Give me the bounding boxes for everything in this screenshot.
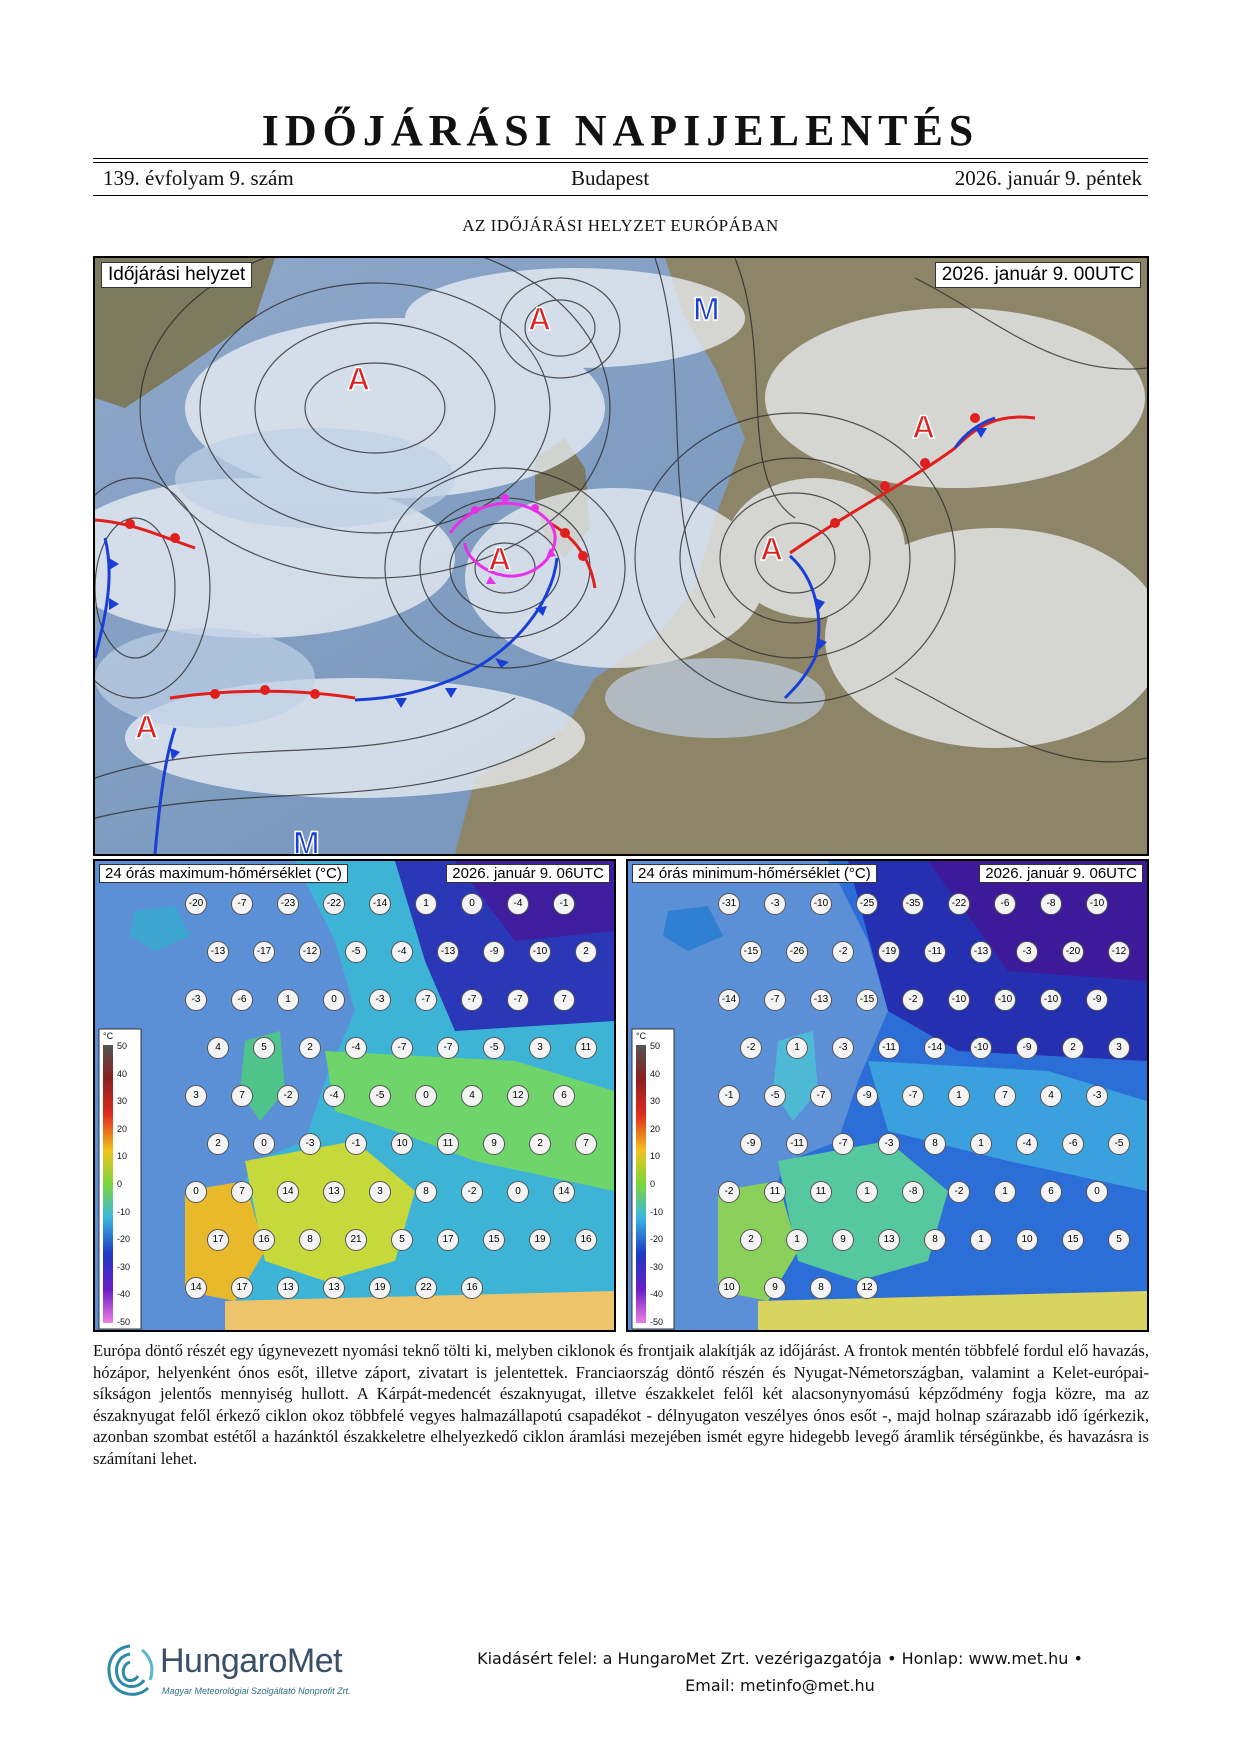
station-temperature: 15	[1062, 1229, 1084, 1251]
station-temperature: 0	[1086, 1181, 1108, 1203]
station-temperature: -5	[369, 1085, 391, 1107]
legend-tick-label: 40	[650, 1068, 661, 1079]
station-temperature: 1	[415, 893, 437, 915]
high-pressure-symbol: M	[293, 825, 320, 854]
low-pressure-symbol: A	[347, 361, 371, 397]
legend-tick-label: 10	[117, 1151, 128, 1162]
station-temperature: -2	[461, 1181, 483, 1203]
station-temperature: 2	[575, 941, 597, 963]
station-temperature: -6	[231, 989, 253, 1011]
station-temperature: -6	[994, 893, 1016, 915]
station-temperature: -2	[902, 989, 924, 1011]
station-temperature: -7	[764, 989, 786, 1011]
station-temperature: -13	[970, 941, 992, 963]
min-temp-map	[626, 859, 1149, 1332]
station-temperature: -9	[856, 1085, 878, 1107]
station-temperature: -15	[856, 989, 878, 1011]
legend-tick-label: 30	[650, 1096, 661, 1107]
station-temperature: 6	[1040, 1181, 1062, 1203]
station-temperature: 7	[231, 1181, 253, 1203]
station-temperature: 1	[970, 1229, 992, 1251]
page-title: IDŐJÁRÁSI NAPIJELENTÉS	[261, 106, 980, 155]
station-temperature: -12	[299, 941, 321, 963]
station-temperature: -20	[1062, 941, 1084, 963]
low-pressure-symbol: A	[488, 541, 512, 577]
station-temperature: 4	[461, 1085, 483, 1107]
station-temperature: 14	[553, 1181, 575, 1203]
logo-name: HungaroMet	[160, 1642, 343, 1680]
station-temperature: 15	[483, 1229, 505, 1251]
station-temperature: -5	[764, 1085, 786, 1107]
issue-date: 2026. január 9. péntek	[954, 166, 1142, 190]
station-temperature: 8	[810, 1277, 832, 1299]
station-temperature: 1	[786, 1037, 808, 1059]
station-temperature: 14	[185, 1277, 207, 1299]
station-temperature: -3	[1086, 1085, 1108, 1107]
station-temperature: 8	[924, 1133, 946, 1155]
station-temperature: -2	[277, 1085, 299, 1107]
station-temperature: -22	[948, 893, 970, 915]
station-temperature: 2	[1062, 1037, 1084, 1059]
min-temp-map-image	[628, 861, 1147, 1330]
station-temperature: -3	[764, 893, 786, 915]
station-temperature: -7	[231, 893, 253, 915]
station-temperature: -1	[718, 1085, 740, 1107]
legend-tick-label: 30	[117, 1096, 128, 1107]
legend-tick-label: -50	[117, 1317, 131, 1327]
station-temperature: 10	[391, 1133, 413, 1155]
station-temperature: 3	[185, 1085, 207, 1107]
station-temperature: 3	[1108, 1037, 1130, 1059]
legend-tick-label: 0	[117, 1179, 123, 1189]
logo-icon	[102, 1640, 158, 1704]
station-temperature: 12	[856, 1277, 878, 1299]
station-temperature: 9	[832, 1229, 854, 1251]
station-temperature: 2	[207, 1133, 229, 1155]
station-temperature: 16	[461, 1277, 483, 1299]
min-temp-time: 2026. január 9. 06UTC	[979, 864, 1143, 883]
station-temperature: -10	[1086, 893, 1108, 915]
station-temperature: -5	[345, 941, 367, 963]
station-temperature: 8	[299, 1229, 321, 1251]
station-temperature: -7	[832, 1133, 854, 1155]
station-temperature: -8	[902, 1181, 924, 1203]
station-temperature: 11	[437, 1133, 459, 1155]
min-temp-label: 24 órás minimum-hőmérséklet (°C)	[632, 864, 877, 883]
legend-tick-label: -30	[650, 1261, 664, 1272]
station-temperature: -2	[832, 941, 854, 963]
legend-tick-label: 20	[117, 1123, 128, 1134]
station-temperature: -11	[878, 1037, 900, 1059]
footer	[440, 1645, 1120, 1699]
station-temperature: -8	[1040, 893, 1062, 915]
station-temperature: 4	[207, 1037, 229, 1059]
masthead-rule-bottom	[93, 195, 1148, 196]
legend-tick-label: 0	[650, 1179, 656, 1189]
station-temperature: -5	[483, 1037, 505, 1059]
station-temperature: 0	[461, 893, 483, 915]
station-temperature: -9	[483, 941, 505, 963]
station-temperature: 13	[277, 1277, 299, 1299]
station-temperature: -35	[902, 893, 924, 915]
low-pressure-symbol: A	[528, 301, 552, 337]
station-temperature: -7	[437, 1037, 459, 1059]
station-temperature: 0	[323, 989, 345, 1011]
legend-tick-label: 50	[117, 1041, 128, 1051]
station-temperature: 2	[529, 1133, 551, 1155]
legend-tick-label: -40	[117, 1289, 131, 1300]
legend-tick-label: -30	[117, 1261, 131, 1272]
station-temperature: -26	[786, 941, 808, 963]
max-temp-map-image	[95, 861, 614, 1330]
volume-number: 139. évfolyam 9. szám	[103, 166, 294, 190]
station-temperature: 0	[185, 1181, 207, 1203]
station-temperature: 7	[994, 1085, 1016, 1107]
low-pressure-symbol: A	[760, 531, 784, 567]
station-temperature: 19	[369, 1277, 391, 1299]
station-temperature: 13	[323, 1181, 345, 1203]
station-temperature: 7	[553, 989, 575, 1011]
station-temperature: 7	[231, 1085, 253, 1107]
synoptic-map-time: 2026. január 9. 00UTC	[935, 262, 1141, 288]
station-temperature: -6	[1062, 1133, 1084, 1155]
title-rule-top	[93, 158, 1148, 159]
legend-tick-label: -50	[650, 1317, 664, 1327]
station-temperature: -2	[740, 1037, 762, 1059]
station-temperature: -2	[948, 1181, 970, 1203]
legend-tick-label: 40	[117, 1068, 128, 1079]
station-temperature: 13	[323, 1277, 345, 1299]
station-temperature: -1	[345, 1133, 367, 1155]
station-temperature: 0	[507, 1181, 529, 1203]
station-temperature: -15	[740, 941, 762, 963]
station-temperature: -31	[718, 893, 740, 915]
station-temperature: -7	[507, 989, 529, 1011]
station-temperature: -19	[878, 941, 900, 963]
station-temperature: 8	[924, 1229, 946, 1251]
station-temperature: 10	[718, 1277, 740, 1299]
station-temperature: 17	[437, 1229, 459, 1251]
station-temperature: 1	[970, 1133, 992, 1155]
low-pressure-symbol: A	[912, 409, 936, 445]
max-temp-label: 24 órás maximum-hőmérséklet (°C)	[99, 864, 348, 883]
title-rule-top-2	[93, 162, 1148, 163]
legend-tick-label: 50	[650, 1041, 661, 1051]
station-temperature: 5	[253, 1037, 275, 1059]
synoptic-map-label: Időjárási helyzet	[101, 262, 252, 288]
synoptic-map	[93, 256, 1149, 856]
high-pressure-symbol: M	[693, 291, 720, 327]
station-temperature: 0	[253, 1133, 275, 1155]
station-temperature: 5	[391, 1229, 413, 1251]
station-temperature: -17	[253, 941, 275, 963]
station-temperature: 8	[415, 1181, 437, 1203]
station-temperature: -7	[391, 1037, 413, 1059]
station-temperature: 22	[415, 1277, 437, 1299]
station-temperature: -3	[369, 989, 391, 1011]
legend-tick-label: 10	[650, 1151, 661, 1162]
station-temperature: -14	[369, 893, 391, 915]
station-temperature: -4	[1016, 1133, 1038, 1155]
station-temperature: 9	[483, 1133, 505, 1155]
synoptic-map-image	[95, 258, 1147, 854]
logo-subtitle: Magyar Meteorológiai Szolgáltató Nonprofit Zrt.	[162, 1686, 351, 1696]
legend-tick-label: -20	[117, 1234, 131, 1245]
station-temperature: 1	[948, 1085, 970, 1107]
station-temperature: 6	[553, 1085, 575, 1107]
station-temperature: 21	[345, 1229, 367, 1251]
station-temperature: -7	[810, 1085, 832, 1107]
station-temperature: 2	[740, 1229, 762, 1251]
section-title: AZ IDŐJÁRÁSI HELYZET EURÓPÁBAN	[462, 216, 779, 235]
station-temperature: -4	[507, 893, 529, 915]
station-temperature: -12	[1108, 941, 1130, 963]
station-temperature: -10	[948, 989, 970, 1011]
station-temperature: 17	[231, 1277, 253, 1299]
station-temperature: -5	[1108, 1133, 1130, 1155]
legend-tick-label: -40	[650, 1289, 664, 1300]
legend-tick-label: -10	[650, 1206, 664, 1217]
max-temp-time: 2026. január 9. 06UTC	[446, 864, 610, 883]
station-temperature: 1	[856, 1181, 878, 1203]
station-temperature: 11	[810, 1181, 832, 1203]
station-temperature: 13	[878, 1229, 900, 1251]
hungaromet-logo	[102, 1640, 402, 1708]
station-temperature: -3	[832, 1037, 854, 1059]
station-temperature: -20	[185, 893, 207, 915]
station-temperature: 1	[994, 1181, 1016, 1203]
station-temperature: -7	[461, 989, 483, 1011]
station-temperature: -4	[345, 1037, 367, 1059]
legend-unit: °C	[103, 1031, 114, 1041]
station-temperature: -2	[718, 1181, 740, 1203]
station-temperature: 12	[507, 1085, 529, 1107]
station-temperature: -11	[924, 941, 946, 963]
station-temperature: -7	[902, 1085, 924, 1107]
station-temperature: -10	[810, 893, 832, 915]
station-temperature: 1	[786, 1229, 808, 1251]
station-temperature: 1	[277, 989, 299, 1011]
footer-email-line: Email: metinfo@met.hu	[685, 1676, 875, 1695]
station-temperature: 4	[1040, 1085, 1062, 1107]
station-temperature: 19	[529, 1229, 551, 1251]
station-temperature: -22	[323, 893, 345, 915]
max-temp-map	[93, 859, 616, 1332]
station-temperature: 16	[575, 1229, 597, 1251]
station-temperature: -9	[1016, 1037, 1038, 1059]
station-temperature: 7	[575, 1133, 597, 1155]
station-temperature: -9	[1086, 989, 1108, 1011]
station-temperature: 0	[415, 1085, 437, 1107]
legend-tick-label: -20	[650, 1234, 664, 1245]
station-temperature: -23	[277, 893, 299, 915]
station-temperature: -3	[185, 989, 207, 1011]
station-temperature: -10	[529, 941, 551, 963]
station-temperature: 3	[529, 1037, 551, 1059]
station-temperature: -13	[207, 941, 229, 963]
legend-unit: °C	[636, 1031, 647, 1041]
station-temperature: -13	[810, 989, 832, 1011]
station-temperature: 17	[207, 1229, 229, 1251]
station-temperature: -3	[299, 1133, 321, 1155]
station-temperature: -3	[1016, 941, 1038, 963]
station-temperature: 5	[1108, 1229, 1130, 1251]
station-temperature: -14	[924, 1037, 946, 1059]
station-temperature: -14	[718, 989, 740, 1011]
station-temperature: -25	[856, 893, 878, 915]
station-temperature: -7	[415, 989, 437, 1011]
weather-summary: Európa döntő részét egy úgynevezett nyomási teknő tölti ki, melyben ciklonok és frontjaik alakítják az időjárást. A frontok mentén többfelé fordul elő havazás, hózápor, helyenként ónos esőt, illetve záport, zivatart is jelentettek. Franciaország döntő részén és Nyugat-Németországban, valamint a Kelet-európai-síkságon jelentős mennyiség hullott. A Kárpát-medencét északnyugat, illetve északkelet felől két alacsonynyomású képződmény fogja közre, ma az északnyugat felől érkező ciklon okoz többfelé vegyes halmazállapotú csapadékot - délnyugaton veszélyes ónos esőt -, majd holnap szárazabb idő ígérkezik, azonban szombat estétől a hazánktól északkeletre elhelyezkedő ciklon áramlási mezejében ismét egyre hidegebb levegő áramlik térségünkbe, és havazásra is számítani lehet.	[93, 1341, 1149, 1468]
city: Budapest	[571, 166, 650, 190]
legend-tick-label: -10	[117, 1206, 131, 1217]
station-temperature: -4	[391, 941, 413, 963]
station-temperature: 9	[764, 1277, 786, 1299]
low-pressure-symbol: A	[135, 709, 159, 745]
station-temperature: 14	[277, 1181, 299, 1203]
station-temperature: -10	[970, 1037, 992, 1059]
station-temperature: 3	[369, 1181, 391, 1203]
station-temperature: 11	[764, 1181, 786, 1203]
footer-publisher-line: Kiadásért felel: a HungaroMet Zrt. vezérigazgatója • Honlap: www.met.hu •	[477, 1649, 1083, 1668]
station-temperature: 11	[575, 1037, 597, 1059]
station-temperature: -13	[437, 941, 459, 963]
station-temperature: 2	[299, 1037, 321, 1059]
station-temperature: -4	[323, 1085, 345, 1107]
station-temperature: 16	[253, 1229, 275, 1251]
station-temperature: -11	[786, 1133, 808, 1155]
station-temperature: -1	[553, 893, 575, 915]
legend-tick-label: 20	[650, 1123, 661, 1134]
station-temperature: -3	[878, 1133, 900, 1155]
station-temperature: -10	[994, 989, 1016, 1011]
station-temperature: -10	[1040, 989, 1062, 1011]
station-temperature: 10	[1016, 1229, 1038, 1251]
station-temperature: -9	[740, 1133, 762, 1155]
